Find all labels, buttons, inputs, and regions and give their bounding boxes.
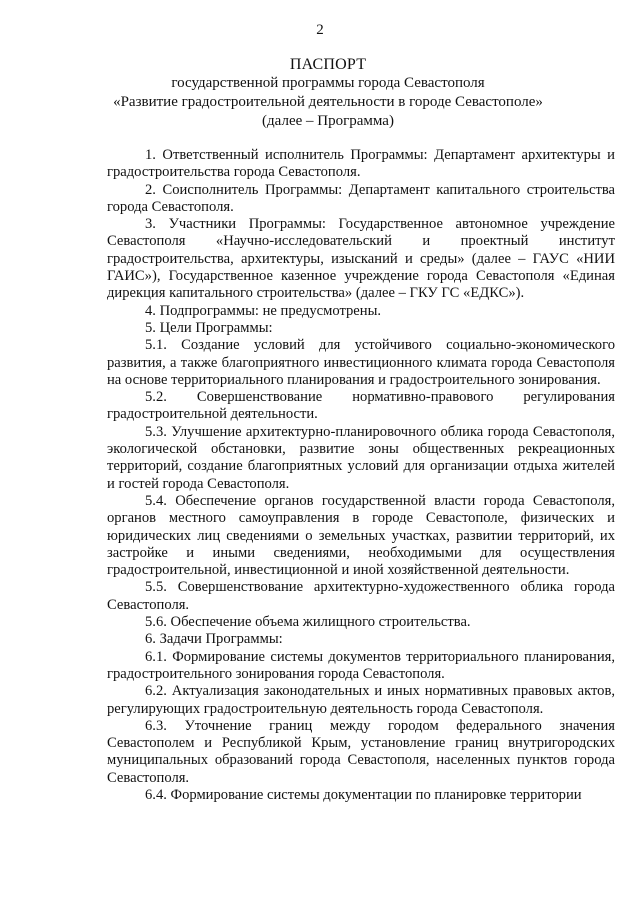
page-number: 2: [316, 22, 324, 38]
program-subtitle: государственной программы города Севастополя: [171, 75, 485, 91]
paragraph-5: 5. Цели Программы:: [145, 319, 273, 336]
paragraph-5-1: 5.1. Создание условий для устойчивого социально-экономического развития, а также благоприятного инвестиционного климата города Севастополя на основе территориального планирования и градостроительного зонирования.: [107, 337, 615, 388]
document-header: [100, 55, 556, 131]
paragraph-5-6: 5.6. Обеспечение объема жилищного строительства.: [145, 614, 471, 631]
paragraph-5-4: 5.4. Обеспечение органов государственной власти города Севастополя, органов местного самоуправления в городе Севастополе, физических и юридических лиц сведениями о земельных участках, развитии территорий, их застройке и иными сведениями, необходимыми для осуществления градостроительной, инвестиционной и иной хозяйственной деятельности.: [107, 492, 615, 579]
document-title: ПАСПОРТ: [289, 56, 367, 73]
paragraph-5-5: 5.5. Совершенствование архитектурно-художественного облика города Севастополя.: [107, 579, 615, 613]
paragraph-3: 3. Участники Программы: Государственное автономное учреждение Севастополя «Научно-исследовательский и проектный институт градостроительства, архитектуры, изысканий и среды» (далее – ГАУС «НИИ ГАИС»), Государственное казенное учреждение города Севастополя «Единая дирекция капитального строительства» (далее – ГКУ ГС «ЕДКС»).: [107, 216, 615, 302]
program-name: «Развитие градостроительной деятельности в городе Севастополе»: [113, 94, 543, 110]
paragraph-1: 1. Ответственный исполнитель Программы: Департамент архитектуры и градостроительства города Севастополя.: [107, 147, 615, 181]
paragraph-4: 4. Подпрограммы: не предусмотрены.: [145, 302, 382, 319]
paragraph-5-3: 5.3. Улучшение архитектурно-планировочного облика города Севастополя, экологической обстановки, развитие зоны общественных рекреационных территорий, создание благоприятных условий для организации отдыха жителей и гостей города Севастополя.: [107, 423, 615, 492]
paragraph-6-2: 6.2. Актуализация законодательных и иных нормативных правовых актов, регулирующих градостроительную деятельность города Севастополя.: [107, 683, 615, 717]
paragraph-5-2: 5.2. Совершенствование нормативно-правового регулирования градостроительной деятельности.: [107, 389, 615, 423]
paragraph-6-3: 6.3. Уточнение границ между городом федерального значения Севастополем и Республикой Крым, установление границ внутригородских муниципальных образований города Севастополя, населенных пунктов города Севастополя.: [107, 717, 615, 786]
paragraph-6-1: 6.1. Формирование системы документов территориального планирования, градостроительного зонирования города Севастополя.: [107, 648, 615, 682]
document-body: [107, 147, 615, 804]
paragraph-2: 2. Соисполнитель Программы: Департамент капитального строительства города Севастополя.: [107, 181, 615, 215]
paragraph-6: 6. Задачи Программы:: [145, 631, 283, 648]
paragraph-6-4: 6.4. Формирование системы документации по планировке территории: [145, 786, 582, 803]
program-abbreviation: (далее – Программа): [262, 113, 394, 129]
